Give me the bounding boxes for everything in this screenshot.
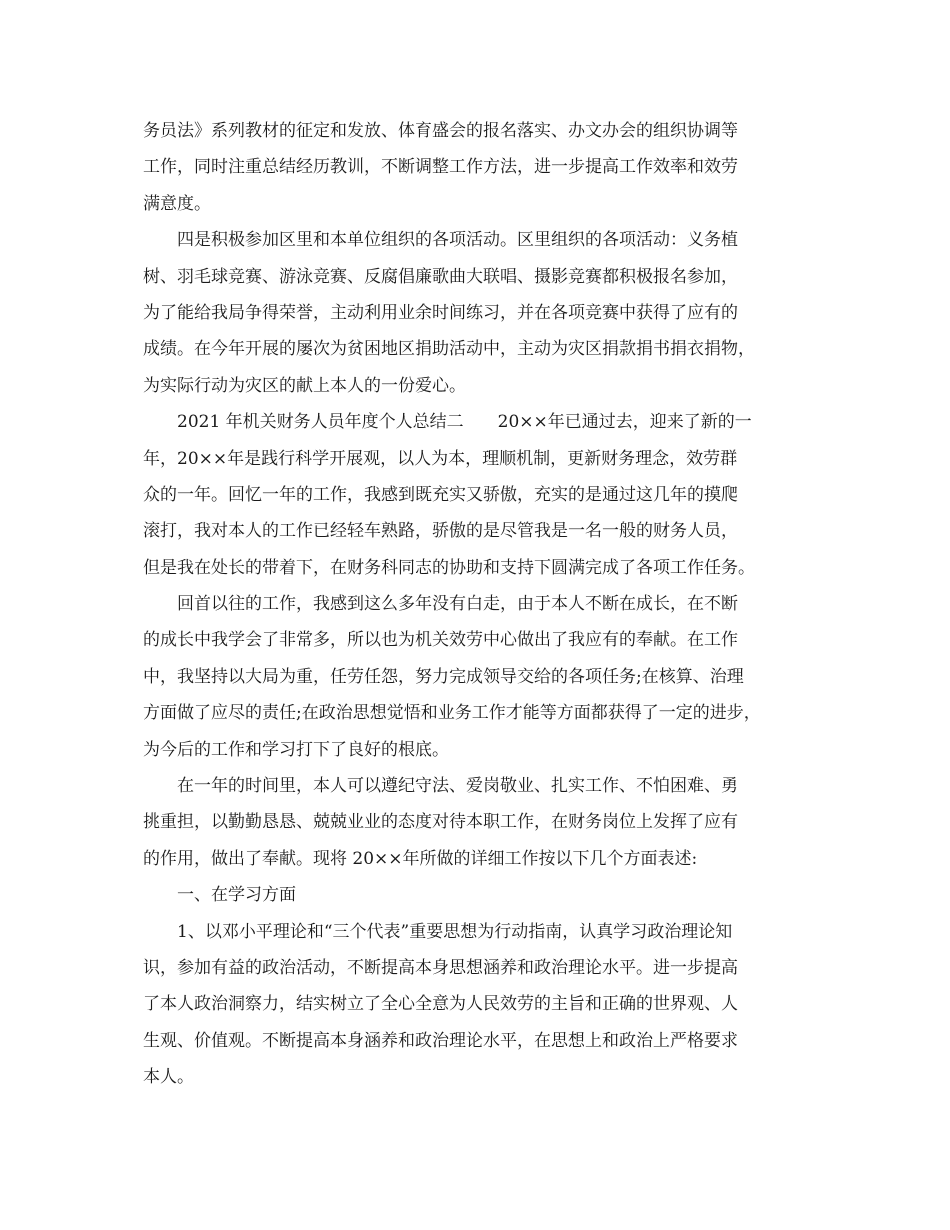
text-line: 中，我坚持以大局为重，任劳任怨，努力完成领导交给的各项任务;在核算、治理 [143,666,744,687]
text-line: 滚打，我对本人的工作已经轻车熟路，骄傲的是尽管我是一名一般的财务人员， [143,521,738,542]
text-line: 挑重担，以勤勤恳恳、兢兢业业的态度对待本职工作，在财务岗位上发挥了应有 [143,812,738,833]
text-line: 为了能给我局争得荣誉，主动利用业余时间练习，并在各项竞赛中获得了应有的 [143,302,738,323]
text-line: 满意度。 [143,193,211,214]
text-line: 众的一年。回忆一年的工作，我感到既充实又骄傲，充实的是通过这几年的摸爬 [143,484,738,505]
text-line: 了本人政治洞察力，结实树立了全心全意为人民效劳的主旨和正确的世界观、人 [143,994,738,1015]
text-line: 方面做了应尽的责任;在政治思想觉悟和业务工作才能等方面都获得了一定的进步， [143,703,761,724]
text-line: 四是积极参加区里和本单位组织的各项活动。区里组织的各项活动：义务植 [177,230,738,251]
text-line: 本人。 [143,1067,194,1088]
text-line: 2021 年机关财务人员年度个人总结二 20××年已通过去，迎来了新的一 [177,412,752,433]
text-line: 为实际行动为灾区的献上本人的一份爱心。 [143,375,466,396]
text-line: 为今后的工作和学习打下了良好的根底。 [143,739,449,760]
text-line: 成绩。在今年开展的屡次为贫困地区捐助活动中，主动为灾区捐款捐书捐衣捐物， [143,339,755,360]
text-line: 1、以邓小平理论和“三个代表”重要思想为行动指南，认真学习政治理论知 [177,921,733,942]
text-line: 一、在学习方面 [177,885,296,906]
text-line: 的成长中我学会了非常多，所以也为机关效劳中心做出了我应有的奉献。在工作 [143,630,738,651]
text-line: 回首以往的工作，我感到这么多年没有白走，由于本人不断在成长，在不断 [177,594,738,615]
text-line: 工作，同时注重总结经历教训，不断调整工作方法，进一步提高工作效率和效劳 [143,157,738,178]
text-line: 的作用，做出了奉献。现将 20××年所做的详细工作按以下几个方面表述: [143,848,698,869]
text-line: 识，参加有益的政治活动，不断提高本身思想涵养和政治理论水平。进一步提高 [143,957,738,978]
text-line: 务员法》系列教材的征定和发放、体育盛会的报名落实、办文办会的组织协调等 [143,121,738,141]
text-line: 但是我在处长的带着下，在财务科同志的协助和支持下圆满完成了各项工作任务。 [143,557,755,578]
text-line: 生观、价值观。不断提高本身涵养和政治理论水平，在思想上和政治上严格要求 [143,1030,738,1051]
text-line: 在一年的时间里，本人可以遵纪守法、爱岗敬业、扎实工作、不怕困难、勇 [177,776,738,797]
text-line: 年，20××年是践行科学开展观，以人为本，理顺机制，更新财务理念，效劳群 [143,448,738,469]
document-body [143,113,815,1096]
text-line: 树、羽毛球竞赛、游泳竞赛、反腐倡廉歌曲大联唱、摄影竞赛都积极报名参加， [143,266,738,287]
